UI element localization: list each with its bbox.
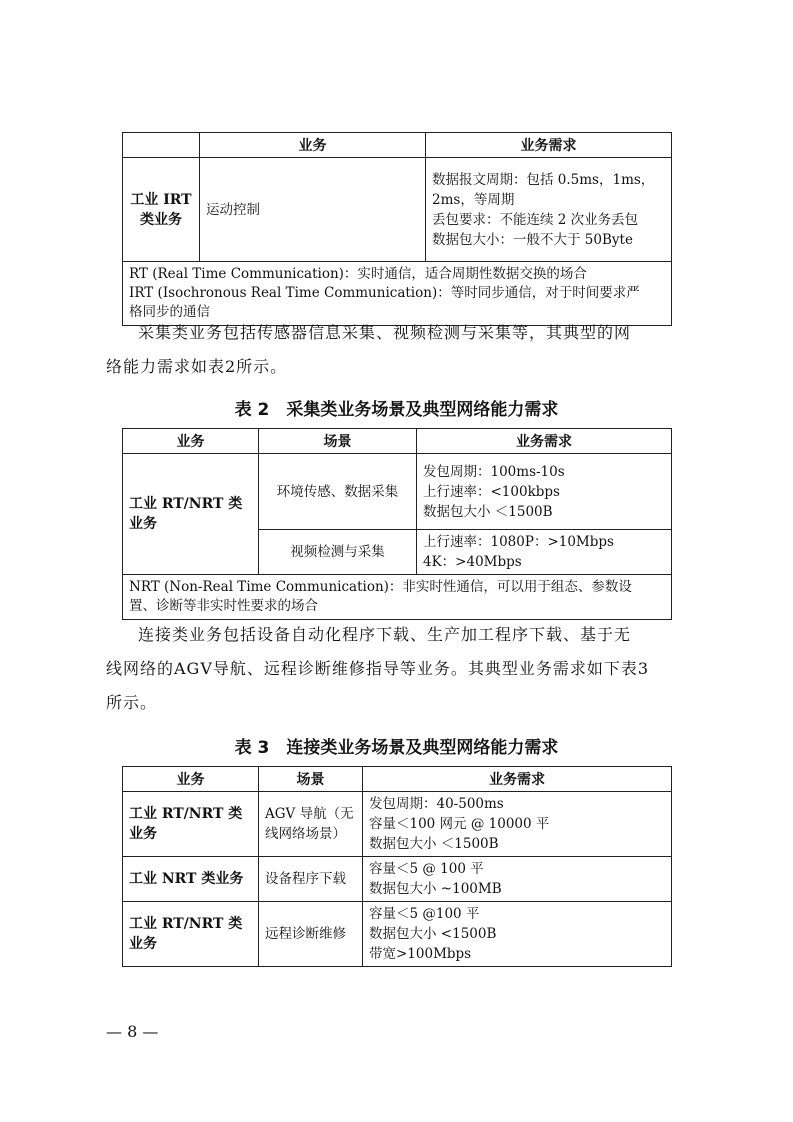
requirement-line: 丢包要求：不能连续 2 次业务丢包 [432,211,639,228]
table-row [123,857,672,902]
paragraph-line: 络能力需求如表2所示。 [106,357,288,376]
requirement-line: 数据包大小：一般不大于 50Byte [432,231,633,248]
scene-cell: AGV 导航（无线网络场景） [259,792,363,857]
category-cell: 工业 NRT 类业务 [123,857,259,902]
table-connection-services [122,766,672,967]
table-caption: 表 3 连接类业务场景及典型网络能力需求 [234,738,559,758]
requirements-cell [417,454,672,530]
requirements-cell [426,158,672,262]
table-header-cell [123,133,200,158]
table-row [123,792,672,857]
table-header-row [123,767,672,792]
table-header-cell: 场景 [259,767,363,792]
requirement-line: 发包周期：40-500ms [369,796,504,812]
paragraph-line: 所示。 [106,693,158,712]
note-line: NRT (Non-Real Time Communication)：非实时性通信，可以用于组态、参数设 [129,579,632,595]
page-number: — 8 — [106,1022,159,1041]
table-irt-services [122,132,672,326]
requirement-line: 发包周期：100ms-10s [423,463,565,480]
requirement-line: 4K：>40Mbps [423,554,522,570]
scene-cell: 视频检测与采集 [259,530,417,575]
table-header-cell: 业务 [123,429,259,454]
note-line: 格同步的通信 [129,304,210,320]
note-line: RT (Real Time Communication)：实时通信，适合周期性数据交换的场合 [129,266,587,282]
table-collection-services [122,428,672,620]
paragraph [106,618,686,720]
category-cell: 工业 RT/NRT 类业务 [123,902,259,967]
table-header-cell: 业务 [200,133,426,158]
service-cell: 运动控制 [200,158,426,262]
requirements-cell [363,902,672,967]
paragraph [106,316,686,384]
paragraph-line: 采集类业务包括传感器信息采集、视频检测与采集等，其典型的网 [138,323,632,342]
requirements-cell [363,857,672,902]
scene-cell: 设备程序下载 [259,857,363,902]
requirement-line: 容量＜5 @ 100 平 [369,861,484,877]
category-cell: 工业 IRT 类业务 [123,158,200,262]
requirement-line: 容量＜5 @100 平 [369,906,480,922]
table-header-row [123,133,672,158]
category-cell: 工业 RT/NRT 类业务 [123,792,259,857]
scene-cell: 环境传感、数据采集 [259,454,417,530]
requirements-cell [363,792,672,857]
requirement-line: 数据包大小 <1500B [369,926,497,942]
table-header-row [123,429,672,454]
requirement-line: 数据包大小 ＜1500B [369,836,499,852]
category-cell: 工业 RT/NRT 类业务 [123,454,259,575]
table-row [123,158,672,262]
table-header-cell: 业务需求 [363,767,672,792]
table-caption: 表 2 采集类业务场景及典型网络能力需求 [234,400,559,420]
requirements-cell [417,530,672,575]
requirement-line: 上行速率：<100kbps [423,483,560,500]
requirement-line: 带宽>100Mbps [369,946,472,962]
requirement-line: 数据包大小 ＜1500B [423,503,553,520]
note-line: 置、诊断等非实时性要求的场合 [129,598,318,614]
requirement-line: 容量＜100 网元 @ 10000 平 [369,816,550,832]
note-line: IRT (Isochronous Real Time Communication)：等时同步通信，对于时间要求严 [129,285,640,301]
paragraph-line: 线网络的AGV导航、远程诊断维修指导等业务。其典型业务需求如下表3 [106,659,650,678]
requirement-line: 2ms，等周期 [432,191,515,208]
table-note [123,575,672,620]
table-header-cell: 场景 [259,429,417,454]
paragraph-line: 连接类业务包括设备自动化程序下载、生产加工程序下载、基于无 [138,625,632,644]
requirement-line: 数据报文周期：包括 0.5ms，1ms， [432,171,655,188]
table-header-cell: 业务 [123,767,259,792]
table-row [123,454,672,530]
table-row [123,902,672,967]
scene-cell: 远程诊断维修 [259,902,363,967]
table-header-cell: 业务需求 [417,429,672,454]
requirement-line: 上行速率：1080P：>10Mbps [423,534,614,550]
requirement-line: 数据包大小 ~100MB [369,881,502,897]
table-header-cell: 业务需求 [426,133,672,158]
table-note-row [123,575,672,620]
